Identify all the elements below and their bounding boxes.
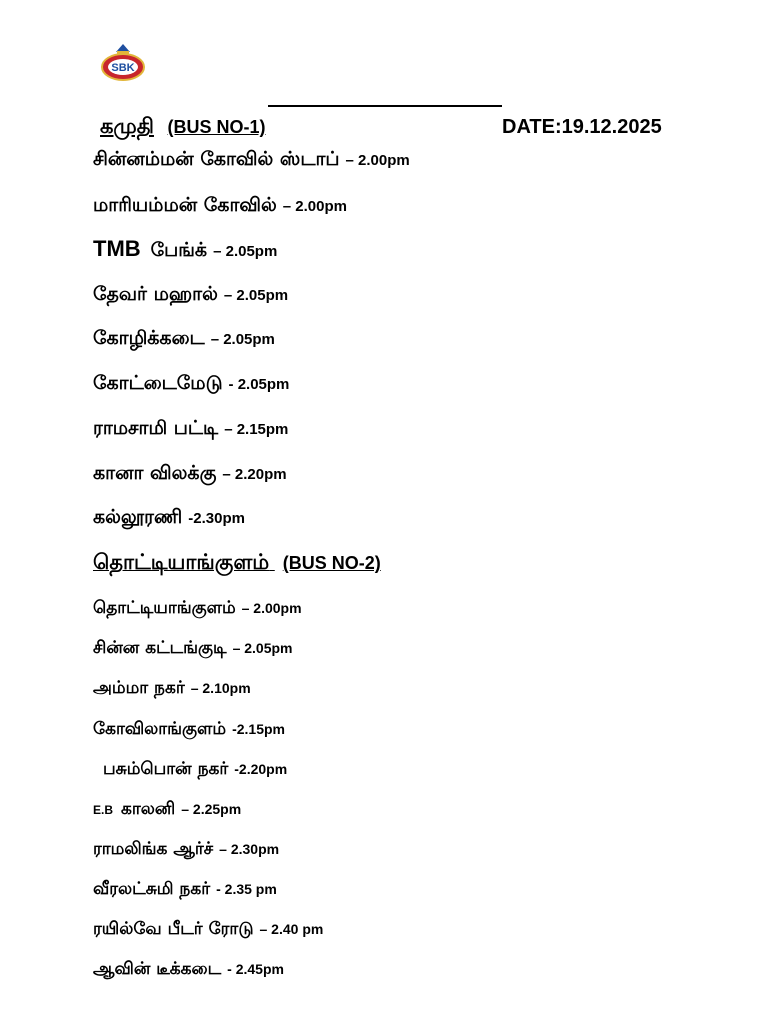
route1-stop bbox=[93, 283, 288, 308]
route1-stop bbox=[93, 506, 245, 531]
stop-name: தேவர் மஹால் bbox=[93, 283, 218, 305]
route2-stop bbox=[103, 759, 287, 781]
route1-bus-no: (BUS NO-1) bbox=[167, 117, 266, 137]
stop-name: ராமலிங்க ஆர்ச் bbox=[93, 839, 214, 859]
logo-text: SBK bbox=[111, 62, 135, 74]
route1-stop bbox=[93, 236, 277, 264]
stop-prefix: TMB bbox=[93, 236, 141, 261]
route2-stop bbox=[93, 839, 279, 861]
route2-place: தொட்டியாங்குளம் bbox=[93, 550, 270, 574]
sbk-logo bbox=[100, 42, 146, 82]
stop-name: கோவிலாங்குளம் bbox=[93, 719, 227, 739]
logo-tower-icon bbox=[116, 44, 130, 52]
stop-name: வீரலட்சுமி நகர் bbox=[93, 879, 211, 899]
stop-name: சின்னம்மன் கோவில் ஸ்டாப் bbox=[93, 148, 340, 170]
route1-stop bbox=[93, 462, 287, 487]
route1-stop bbox=[93, 327, 275, 352]
stop-time: – 2.05pm bbox=[210, 331, 275, 348]
route2-stop bbox=[93, 959, 284, 981]
route2-heading bbox=[93, 550, 381, 577]
stop-time: -2.30pm bbox=[188, 510, 245, 527]
route2-stop bbox=[93, 879, 277, 901]
schedule-date: DATE:19.12.2025 bbox=[502, 116, 662, 138]
stop-name: காலனி bbox=[121, 799, 176, 819]
route2-stop bbox=[93, 799, 241, 821]
stop-name: ராமசாமி பட்டி bbox=[93, 417, 219, 439]
route1-stop bbox=[93, 194, 347, 219]
stop-time: – 2.05pm bbox=[232, 640, 293, 656]
stop-time: – 2.10pm bbox=[190, 680, 251, 696]
stop-time: – 2.25pm bbox=[181, 801, 242, 817]
stop-time: - 2.45pm bbox=[227, 961, 284, 977]
stop-name: கோட்டைமேடு bbox=[93, 372, 223, 394]
stop-time: - 2.05pm bbox=[228, 376, 290, 393]
stop-time: – 2.00pm bbox=[241, 600, 302, 616]
route1-place: கமுதி bbox=[100, 114, 154, 138]
route2-stop bbox=[93, 719, 285, 741]
stop-time: – 2.15pm bbox=[224, 421, 289, 438]
stop-name: கோழிக்கடை bbox=[93, 327, 205, 349]
stop-time: – 2.00pm bbox=[282, 198, 347, 215]
stop-time: – 2.20pm bbox=[222, 466, 287, 483]
stop-prefix: E.B bbox=[93, 803, 114, 817]
stop-name: மாரியம்மன் கோவில் bbox=[93, 194, 277, 216]
route2-stop bbox=[93, 919, 323, 941]
stop-name: சின்ன கட்டங்குடி bbox=[93, 638, 227, 658]
route2-bus-no: (BUS NO-2) bbox=[282, 553, 381, 573]
stop-time: – 2.00pm bbox=[345, 152, 410, 169]
stop-time: – 2.40 pm bbox=[259, 921, 324, 937]
stop-name: ஆவின் டீக்கடை bbox=[93, 959, 222, 979]
stop-time: -2.20pm bbox=[234, 761, 288, 777]
route1-stop bbox=[93, 417, 288, 442]
route1-stop bbox=[93, 372, 289, 397]
stop-name: தொட்டியாங்குளம் bbox=[93, 598, 236, 618]
stop-name: கானா விலக்கு bbox=[93, 462, 217, 484]
stop-name: பசும்பொன் நகர் bbox=[103, 759, 229, 779]
route2-stop bbox=[93, 598, 302, 620]
stop-time: – 2.30pm bbox=[219, 841, 280, 857]
stop-name: கல்லூரணி bbox=[93, 506, 183, 528]
stop-time: -2.15pm bbox=[232, 721, 285, 737]
stop-time: – 2.05pm bbox=[213, 243, 278, 260]
route1-stop bbox=[93, 148, 410, 173]
route2-stop bbox=[93, 638, 293, 660]
stop-time: - 2.35 pm bbox=[216, 881, 277, 897]
stop-name: ரயில்வே பீடர் ரோடு bbox=[93, 919, 254, 939]
header-rule bbox=[268, 105, 502, 107]
stop-time: – 2.05pm bbox=[223, 287, 289, 304]
route2-stop bbox=[93, 678, 251, 700]
stop-name: அம்மா நகர் bbox=[93, 678, 185, 698]
stop-name: பேங்க் bbox=[150, 239, 208, 261]
route1-heading bbox=[100, 114, 266, 141]
